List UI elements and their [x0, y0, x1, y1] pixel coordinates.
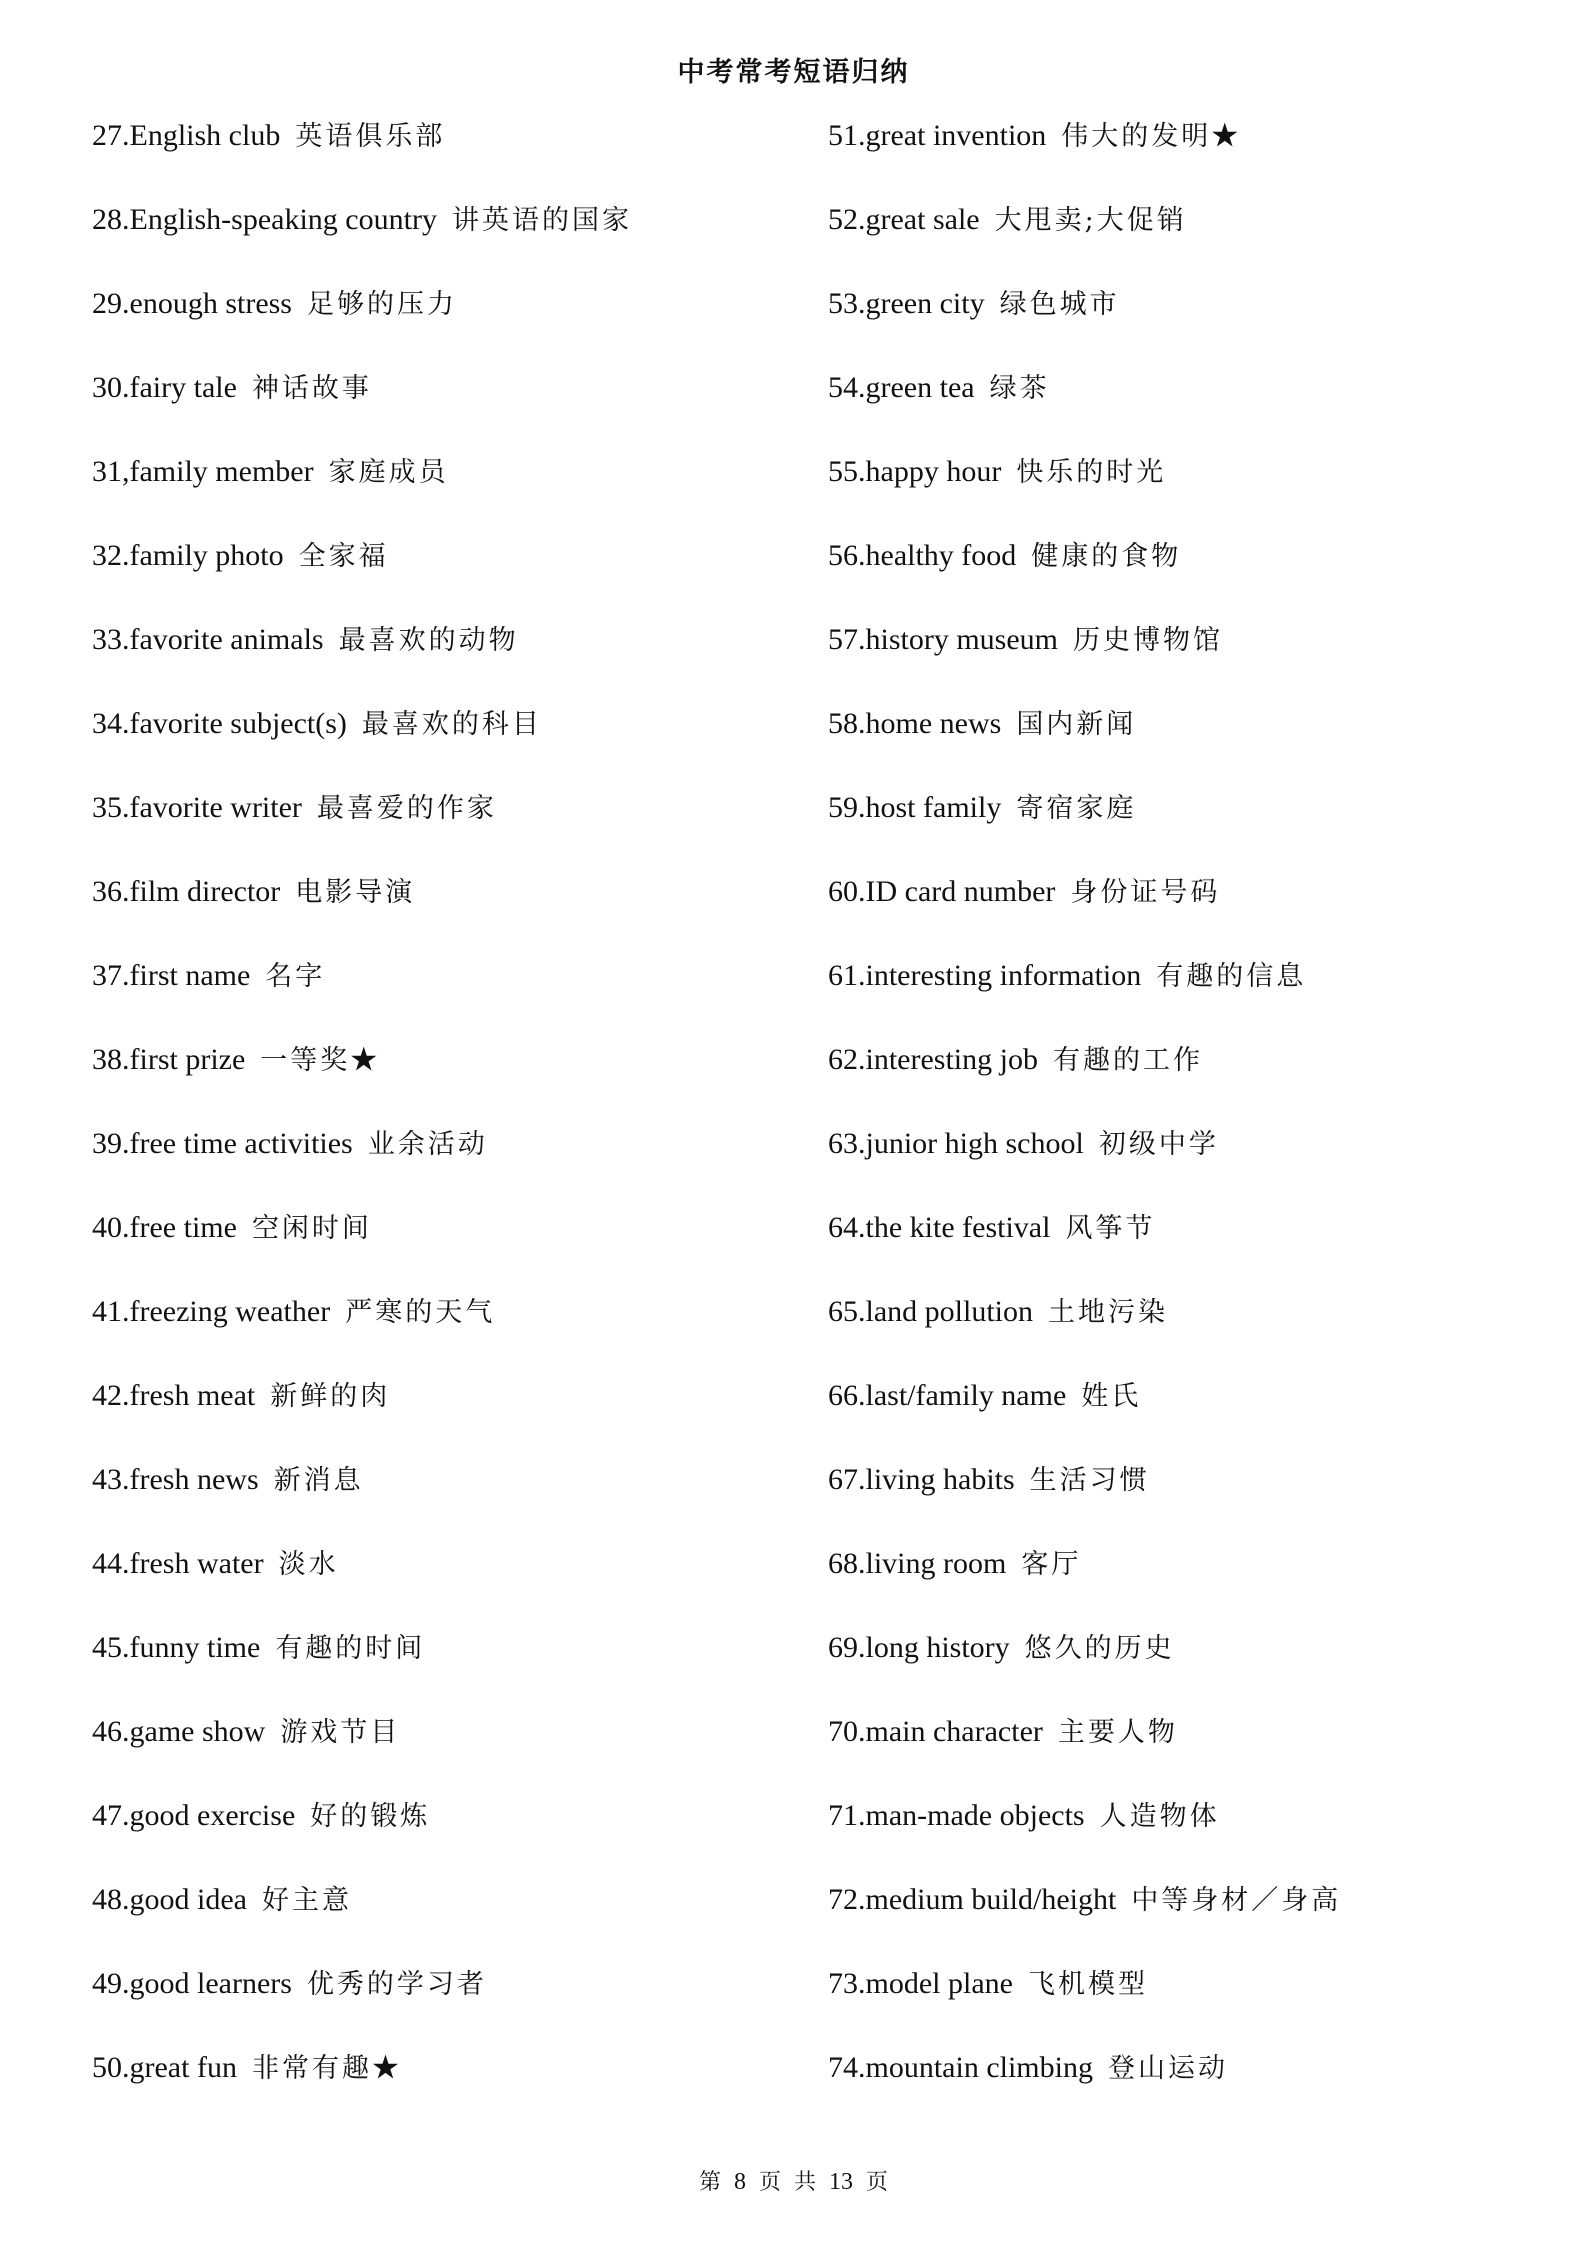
phrase-list-right [828, 108, 1548, 2124]
phrase-entry [828, 1368, 1548, 1452]
phrase-entry [828, 780, 1548, 864]
phrase-entry [828, 108, 1548, 192]
phrase-entry [828, 1536, 1548, 1620]
phrase-chinese: 全家福 [298, 541, 389, 572]
phrase-list-left [92, 108, 792, 2124]
phrase-english: 35.favorite writer [92, 791, 302, 824]
phrase-english: 62.interesting job [828, 1043, 1038, 1076]
phrase-english: 44.fresh water [92, 1547, 264, 1580]
phrase-english: 29.enough stress [92, 287, 292, 320]
phrase-entry [828, 696, 1548, 780]
phrase-entry [92, 1536, 792, 1620]
phrase-entry [92, 276, 792, 360]
phrase-chinese: 讲英语的国家 [451, 205, 632, 236]
phrase-english: 46.game show [92, 1715, 266, 1748]
phrase-entry [828, 948, 1548, 1032]
phrase-chinese: 健康的食物 [1031, 541, 1182, 572]
phrase-entry [92, 360, 792, 444]
phrase-entry [92, 864, 792, 948]
phrase-english: 38.first prize [92, 1043, 246, 1076]
phrase-english: 49.good learners [92, 1967, 292, 2000]
footer-suffix: 页 [866, 2170, 889, 2195]
phrase-entry [92, 1452, 792, 1536]
phrase-chinese: 非常有趣★ [251, 2053, 402, 2084]
phrase-english: 27.English club [92, 119, 281, 152]
phrase-entry [92, 780, 792, 864]
phrase-chinese: 新鲜的肉 [270, 1381, 391, 1412]
phrase-chinese: 生活习惯 [1029, 1465, 1150, 1496]
phrase-chinese: 电影导演 [295, 877, 416, 908]
phrase-english: 61.interesting information [828, 959, 1142, 992]
phrase-english: 30.fairy tale [92, 371, 237, 404]
phrase-entry [828, 1200, 1548, 1284]
phrase-english: 72.medium build/height [828, 1883, 1117, 1916]
phrase-english: 34.favorite subject(s) [92, 707, 347, 740]
phrase-entry [828, 192, 1548, 276]
phrase-english: 67.living habits [828, 1463, 1015, 1496]
phrase-chinese: 有趣的时间 [275, 1633, 426, 1664]
phrase-entry [92, 612, 792, 696]
phrase-entry [828, 360, 1548, 444]
phrase-entry [92, 192, 792, 276]
phrase-entry [828, 1956, 1548, 2040]
phrase-chinese: 有趣的信息 [1156, 961, 1307, 992]
phrase-chinese: 最喜欢的动物 [338, 625, 519, 656]
phrase-entry [92, 444, 792, 528]
phrase-chinese: 土地污染 [1048, 1297, 1168, 1328]
phrase-english: 69.long history [828, 1631, 1010, 1664]
phrase-chinese: 空闲时间 [251, 1213, 372, 1244]
phrase-english: 66.last/family name [828, 1379, 1067, 1412]
phrase-chinese: 游戏节目 [280, 1717, 401, 1748]
phrase-chinese: 优秀的学习者 [306, 1969, 487, 2000]
phrase-chinese: 初级中学 [1098, 1129, 1219, 1160]
phrase-chinese: 有趣的工作 [1052, 1045, 1203, 1076]
phrase-entry [828, 2040, 1548, 2124]
phrase-english: 58.home news [828, 707, 1002, 740]
phrase-english: 73.model plane [828, 1967, 1013, 2000]
phrase-english: 33.favorite animals [92, 623, 324, 656]
phrase-entry [828, 1872, 1548, 1956]
phrase-chinese: 客厅 [1021, 1549, 1082, 1580]
phrase-entry [92, 1032, 792, 1116]
phrase-english: 41.freezing weather [92, 1295, 331, 1328]
phrase-chinese: 国内新闻 [1016, 709, 1137, 740]
phrase-entry [828, 1620, 1548, 1704]
phrase-entry [92, 1116, 792, 1200]
phrase-chinese: 身份证号码 [1070, 877, 1221, 908]
phrase-english: 71.man-made objects [828, 1799, 1085, 1832]
phrase-entry [92, 1368, 792, 1452]
phrase-entry [92, 528, 792, 612]
phrase-chinese: 飞机模型 [1027, 1969, 1148, 2000]
phrase-english: 64.the kite festival [828, 1211, 1051, 1244]
phrase-english: 53.green city [828, 287, 985, 320]
footer-prefix: 第 [698, 2170, 721, 2195]
phrase-chinese: 悠久的历史 [1024, 1633, 1175, 1664]
phrase-chinese: 人造物体 [1099, 1801, 1220, 1832]
phrase-english: 60.ID card number [828, 875, 1056, 908]
phrase-chinese: 足够的压力 [306, 289, 457, 320]
phrase-english: 70.main character [828, 1715, 1043, 1748]
phrase-english: 31,family member [92, 455, 314, 488]
phrase-english: 52.great sale [828, 203, 980, 236]
footer-middle: 页 共 [759, 2170, 816, 2195]
phrase-entry [828, 1452, 1548, 1536]
phrase-chinese: 风筝节 [1065, 1213, 1156, 1244]
phrase-english: 68.living room [828, 1547, 1007, 1580]
phrase-entry [828, 528, 1548, 612]
phrase-chinese: 家庭成员 [328, 457, 449, 488]
phrase-english: 37.first name [92, 959, 251, 992]
phrase-english: 40.free time [92, 1211, 237, 1244]
phrase-entry [92, 696, 792, 780]
phrase-entry [828, 276, 1548, 360]
phrase-english: 36.film director [92, 875, 281, 908]
phrase-chinese: 神话故事 [251, 373, 372, 404]
phrase-entry [92, 1704, 792, 1788]
phrase-chinese: 英语俱乐部 [295, 121, 446, 152]
phrase-entry [92, 1200, 792, 1284]
phrase-english: 39.free time activities [92, 1127, 353, 1160]
phrase-entry [92, 1788, 792, 1872]
phrase-chinese: 历史博物馆 [1073, 625, 1223, 656]
phrase-entry [828, 1116, 1548, 1200]
phrase-entry [828, 1704, 1548, 1788]
phrase-entry [92, 1620, 792, 1704]
phrase-chinese: 快乐的时光 [1016, 457, 1167, 488]
phrase-english: 54.green tea [828, 371, 975, 404]
phrase-entry [92, 2040, 792, 2124]
phrase-english: 59.host family [828, 791, 1002, 824]
phrase-english: 74.mountain climbing [828, 2051, 1093, 2084]
phrase-chinese: 好的锻炼 [310, 1801, 431, 1832]
phrase-entry [828, 1788, 1548, 1872]
phrase-chinese: 伟大的发明★ [1061, 121, 1242, 152]
phrase-english: 56.healthy food [828, 539, 1017, 572]
phrase-chinese: 寄宿家庭 [1016, 793, 1137, 824]
phrase-chinese: 淡水 [278, 1549, 339, 1580]
phrase-chinese: 最喜欢的科目 [361, 709, 542, 740]
page-footer [0, 2165, 1587, 2196]
phrase-english: 45.funny time [92, 1631, 261, 1664]
phrase-entry [828, 444, 1548, 528]
phrase-english: 47.good exercise [92, 1799, 296, 1832]
phrase-english: 51.great invention [828, 119, 1047, 152]
phrase-entry [92, 1284, 792, 1368]
phrase-chinese: 新消息 [273, 1465, 364, 1496]
phrase-entry [92, 108, 792, 192]
phrase-chinese: 最喜爱的作家 [316, 793, 497, 824]
phrase-chinese: 姓氏 [1081, 1381, 1142, 1412]
phrase-english: 32.family photo [92, 539, 284, 572]
phrase-entry [828, 1032, 1548, 1116]
phrase-entry [92, 1872, 792, 1956]
phrase-chinese: 一等奖★ [260, 1045, 381, 1076]
footer-page-number: 8 [734, 2169, 746, 2195]
phrase-chinese: 绿色城市 [999, 289, 1120, 320]
phrase-entry [92, 948, 792, 1032]
phrase-english: 55.happy hour [828, 455, 1002, 488]
phrase-entry [828, 864, 1548, 948]
phrase-entry [828, 612, 1548, 696]
phrase-chinese: 名字 [265, 961, 326, 992]
phrase-english: 63.junior high school [828, 1127, 1084, 1160]
phrase-english: 28.English-speaking country [92, 203, 437, 236]
phrase-chinese: 主要人物 [1057, 1717, 1178, 1748]
phrase-chinese: 严寒的天气 [345, 1297, 496, 1328]
phrase-chinese: 大甩卖;大促销 [994, 205, 1187, 236]
phrase-english: 42.fresh meat [92, 1379, 256, 1412]
page-title: 中考常考短语归纳 [677, 57, 910, 88]
phrase-entry [828, 1284, 1548, 1368]
phrase-chinese: 业余活动 [367, 1129, 488, 1160]
phrase-chinese: 登山运动 [1107, 2053, 1228, 2084]
phrase-english: 50.great fun [92, 2051, 237, 2084]
phrase-chinese: 中等身材／身高 [1131, 1885, 1342, 1916]
phrase-chinese: 好主意 [261, 1885, 352, 1916]
phrase-english: 48.good idea [92, 1883, 247, 1916]
phrase-english: 43.fresh news [92, 1463, 259, 1496]
footer-total-pages: 13 [829, 2169, 853, 2195]
phrase-english: 65.land pollution [828, 1295, 1033, 1328]
phrase-english: 57.history museum [828, 623, 1058, 656]
phrase-entry [92, 1956, 792, 2040]
phrase-chinese: 绿茶 [989, 373, 1050, 404]
